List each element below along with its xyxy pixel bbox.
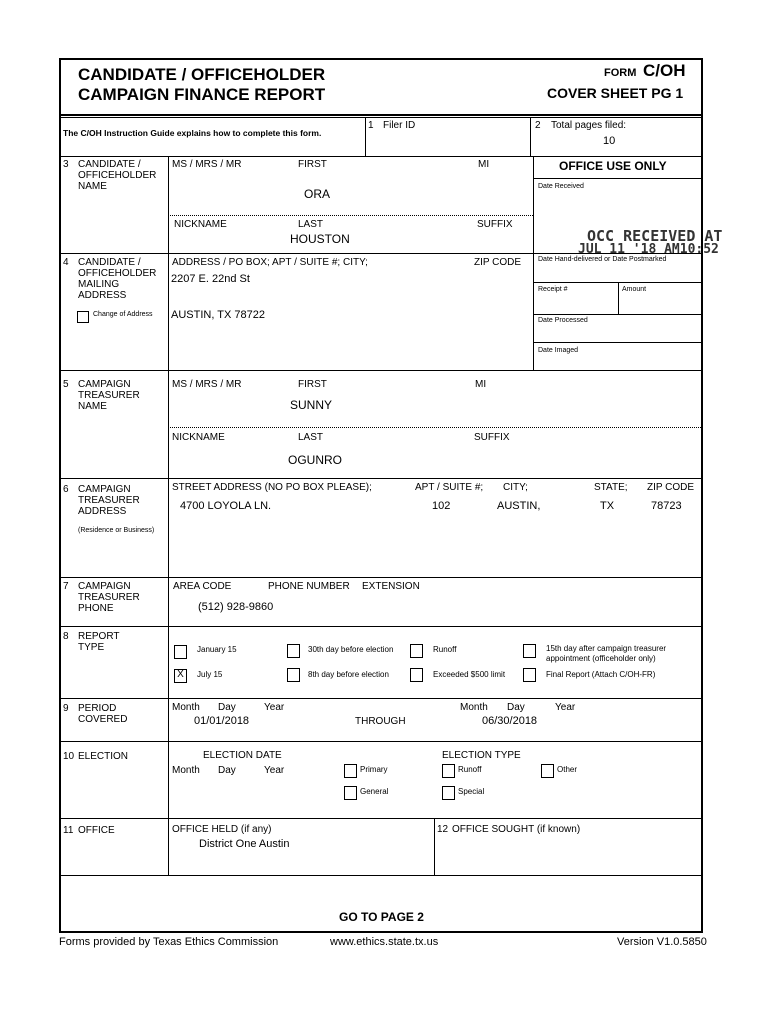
receipt-label: Receipt #: [538, 286, 568, 293]
year-label: Year: [555, 702, 576, 713]
divider: [168, 215, 533, 216]
treasurer-phone[interactable]: (512) 928-9860: [198, 601, 274, 613]
received-stamp-line1: OCC RECEIVED AT: [587, 227, 723, 245]
month-label: Month: [172, 702, 200, 713]
sec11-label: OFFICE: [78, 825, 115, 836]
apt-label: APT / SUITE #;: [415, 482, 484, 493]
date-processed-label: Date Processed: [538, 317, 588, 324]
report-8th-label: 8th day before election: [308, 670, 389, 679]
divider: [618, 282, 619, 314]
prefix-label: MS / MRS / MR: [172, 379, 242, 390]
period-from[interactable]: 01/01/2018: [194, 715, 250, 727]
treasurer-state[interactable]: TX: [600, 500, 615, 512]
divider: [533, 156, 534, 370]
divider: [168, 427, 703, 428]
sec10-label: ELECTION: [78, 751, 129, 762]
prefix-label: MS / MRS / MR: [172, 159, 242, 170]
through-label: THROUGH: [355, 716, 406, 727]
election-type-label: ELECTION TYPE: [442, 750, 521, 761]
sec7-label: TREASURER: [78, 592, 140, 603]
divider: [59, 117, 703, 118]
report-exceeded-label: Exceeded $500 limit: [433, 670, 506, 679]
office-held-label: OFFICE HELD (if any): [172, 824, 272, 835]
election-runoff-label: Runoff: [458, 765, 482, 774]
sec6-label: TREASURER: [78, 495, 140, 506]
filer-num: 1: [368, 120, 374, 131]
sec7-label: CAMPAIGN: [78, 581, 131, 592]
report-july-label: July 15: [197, 670, 223, 679]
election-date-label: ELECTION DATE: [203, 750, 282, 761]
suffix-label: SUFFIX: [477, 219, 513, 230]
sec8-label: REPORT: [78, 631, 120, 642]
sec3-label: OFFICEHOLDER: [78, 170, 157, 181]
sec9-label: PERIOD: [78, 703, 117, 714]
address-label: ADDRESS / PO BOX; APT / SUITE #; CITY;: [172, 257, 368, 268]
report-january-label: January 15: [197, 645, 237, 654]
sec6-num: 6: [63, 484, 69, 495]
sec4-label: OFFICEHOLDER: [78, 268, 157, 279]
report-january-checkbox[interactable]: [174, 645, 187, 659]
divider: [59, 818, 703, 819]
candidate-address-line2[interactable]: AUSTIN, TX 78722: [171, 309, 265, 321]
office-use-title: OFFICE USE ONLY: [559, 159, 667, 173]
sec4-label: ADDRESS: [78, 290, 127, 301]
year-label: Year: [264, 765, 285, 776]
treasurer-apt[interactable]: 102: [432, 500, 451, 512]
date-imaged-label: Date Imaged: [538, 347, 579, 354]
election-runoff-checkbox[interactable]: [442, 764, 455, 778]
candidate-first-name[interactable]: ORA: [304, 187, 331, 201]
election-primary-checkbox[interactable]: [344, 764, 357, 778]
election-other-label: Other: [557, 765, 578, 774]
city-label: CITY;: [503, 482, 528, 493]
divider: [533, 342, 703, 343]
election-other-checkbox[interactable]: [541, 764, 554, 778]
election-special-checkbox[interactable]: [442, 786, 455, 800]
sec8-label: TYPE: [78, 642, 105, 653]
divider: [59, 698, 703, 699]
sec3-label: NAME: [78, 181, 107, 192]
day-label: Day: [218, 765, 236, 776]
sec10-num: 10: [63, 751, 75, 762]
period-to[interactable]: 06/30/2018: [482, 715, 538, 727]
form-prefix: FORM: [604, 67, 637, 79]
received-stamp-line2: JUL 11 '18 AM10:52: [578, 242, 719, 257]
divider: [530, 117, 531, 157]
divider: [533, 253, 703, 254]
report-8th-checkbox[interactable]: [287, 668, 300, 682]
form-code: C/OH: [643, 61, 686, 80]
treasurer-last-name[interactable]: OGUNRO: [288, 453, 342, 467]
report-july-checkbox[interactable]: X: [174, 669, 187, 683]
sec4-label: MAILING: [78, 279, 120, 290]
month-label: Month: [460, 702, 488, 713]
sec9-num: 9: [63, 703, 69, 714]
office-sought-label: OFFICE SOUGHT (if known): [452, 824, 581, 835]
sec5-label: CAMPAIGN: [78, 379, 131, 390]
footer-version: Version V1.0.5850: [617, 936, 707, 948]
sec4-label: CANDIDATE /: [78, 257, 141, 268]
area-code-label: AREA CODE: [173, 581, 232, 592]
treasurer-zip[interactable]: 78723: [651, 500, 682, 512]
treasurer-city[interactable]: AUSTIN,: [497, 500, 541, 512]
nickname-label: NICKNAME: [174, 219, 227, 230]
footer-url[interactable]: www.ethics.state.tx.us: [330, 936, 439, 948]
year-label: Year: [264, 702, 285, 713]
divider: [365, 117, 366, 156]
day-label: Day: [218, 702, 236, 713]
divider: [533, 178, 703, 179]
last-label: LAST: [298, 219, 324, 230]
report-30th-checkbox[interactable]: [287, 644, 300, 658]
candidate-last-name[interactable]: HOUSTON: [290, 232, 350, 246]
election-special-label: Special: [458, 787, 485, 796]
sec3-label: CANDIDATE /: [78, 159, 141, 170]
sec9-label: COVERED: [78, 714, 128, 725]
divider: [59, 156, 703, 157]
sec11-num: 11: [63, 825, 74, 836]
first-label: FIRST: [298, 159, 327, 170]
sec5-label: NAME: [78, 401, 107, 412]
sec3-num: 3: [63, 159, 69, 170]
sec12-num: 12: [437, 824, 449, 835]
sec5-label: TREASURER: [78, 390, 140, 401]
report-final-checkbox[interactable]: [523, 668, 536, 682]
total-pages-value[interactable]: 10: [603, 135, 616, 147]
report-runoff-checkbox[interactable]: [410, 644, 423, 658]
mi-label: MI: [475, 379, 487, 390]
filer-id-label: Filer ID: [383, 120, 416, 131]
hand-delivered-label: Date Hand-delivered or Date Postmarked: [538, 256, 667, 263]
last-label: LAST: [298, 432, 324, 443]
divider: [59, 741, 703, 742]
treasurer-first-name[interactable]: SUNNY: [290, 398, 333, 412]
sec5-num: 5: [63, 379, 69, 390]
divider: [59, 626, 703, 627]
election-general-checkbox[interactable]: [344, 786, 357, 800]
go-to-page-2: GO TO PAGE 2: [339, 910, 424, 924]
divider: [59, 875, 703, 876]
nickname-label: NICKNAME: [172, 432, 225, 443]
change-of-address-checkbox[interactable]: [77, 311, 89, 323]
report-runoff-label: Runoff: [433, 645, 457, 654]
date-received-label: Date Received: [538, 183, 584, 190]
title-line2: CAMPAIGN FINANCE REPORT: [78, 85, 326, 104]
sec7-label: PHONE: [78, 603, 114, 614]
office-held-value[interactable]: District One Austin: [199, 838, 290, 850]
treasurer-street[interactable]: 4700 LOYOLA LN.: [180, 500, 272, 512]
divider: [533, 314, 703, 315]
report-30th-label: 30th day before election: [308, 645, 394, 654]
cover-sheet-label: COVER SHEET PG 1: [547, 85, 684, 101]
divider: [434, 818, 435, 875]
title-line1: CANDIDATE / OFFICEHOLDER: [78, 65, 326, 84]
sec7-num: 7: [63, 581, 69, 592]
day-label: Day: [507, 702, 525, 713]
change-of-address-label: Change of Address: [93, 311, 153, 318]
label-column-divider: [168, 156, 169, 876]
first-label: FIRST: [298, 379, 327, 390]
report-final-label: Final Report (Attach C/OH-FR): [546, 670, 656, 679]
divider: [59, 114, 703, 116]
amount-label: Amount: [622, 286, 647, 293]
pages-num: 2: [535, 120, 541, 131]
divider: [59, 478, 703, 479]
sec8-num: 8: [63, 631, 69, 642]
instruction-note: The C/OH Instruction Guide explains how to complete this form.: [63, 128, 322, 138]
candidate-address-line1[interactable]: 2207 E. 22nd St: [171, 273, 250, 285]
report-15th-label: 15th day after campaign treasurer: [546, 644, 667, 653]
phone-number-label: PHONE NUMBER: [268, 581, 350, 592]
report-exceeded-checkbox[interactable]: [410, 668, 423, 682]
extension-label: EXTENSION: [362, 581, 420, 592]
street-label: STREET ADDRESS (NO PO BOX PLEASE);: [172, 482, 372, 493]
month-label: Month: [172, 765, 200, 776]
state-label: STATE;: [594, 482, 628, 493]
sec6-label: ADDRESS: [78, 506, 127, 517]
total-pages-label: Total pages filed:: [551, 120, 627, 131]
suffix-label: SUFFIX: [474, 432, 510, 443]
mi-label: MI: [478, 159, 490, 170]
sec4-num: 4: [63, 257, 69, 268]
sec6-label: CAMPAIGN: [78, 484, 131, 495]
divider: [59, 577, 703, 578]
election-general-label: General: [360, 787, 389, 796]
footer-left: Forms provided by Texas Ethics Commission: [59, 936, 279, 948]
zip-label: ZIP CODE: [474, 257, 522, 268]
divider: [59, 253, 533, 254]
report-15th-checkbox[interactable]: [523, 644, 536, 658]
divider: [59, 370, 703, 371]
report-15th-label: appointment (officeholder only): [546, 654, 656, 663]
residence-label: (Residence or Business): [78, 527, 155, 534]
zip-label: ZIP CODE: [647, 482, 695, 493]
election-primary-label: Primary: [360, 765, 388, 774]
form-frame: [59, 58, 703, 933]
